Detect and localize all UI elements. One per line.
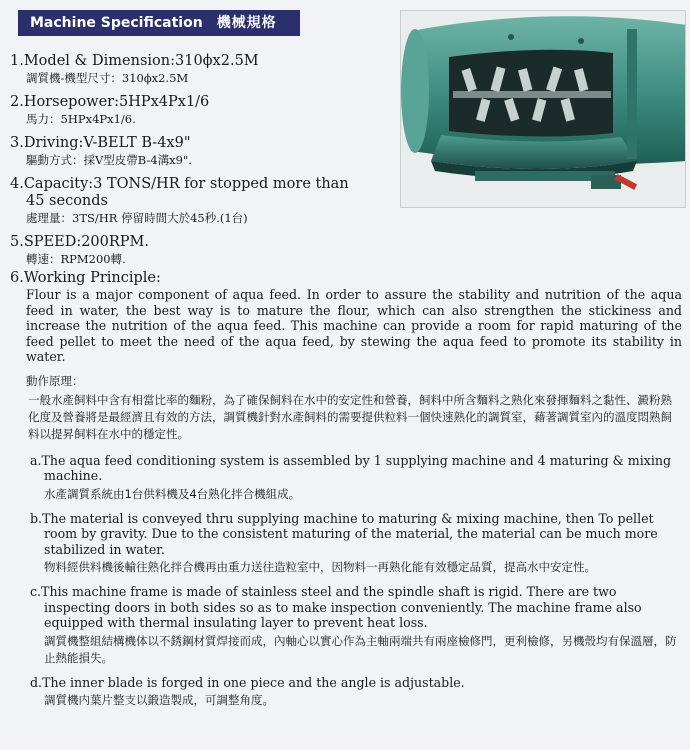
- section-title-zh: 機械規格: [216, 15, 277, 31]
- spec-speed-zh: 轉速：RPM200轉.: [26, 252, 126, 266]
- principle-item-a: [30, 453, 682, 503]
- spec-horsepower-zh: 馬力：5HPx4Px1/6.: [26, 112, 136, 126]
- machine-illustration-icon: [401, 11, 686, 208]
- principle-item-c: [30, 584, 682, 667]
- principle-item-b: [30, 511, 682, 577]
- working-principle-heading-zh: 動作原理：: [26, 373, 84, 388]
- spec-item-speed: [10, 233, 390, 267]
- spec-driving-en: 3.Driving:V-BELT B-4x9": [10, 135, 191, 151]
- spec-item-model: [10, 52, 390, 86]
- principle-item-d-zh: 調質機内葉片整支以鍛造製成，可調整角度。: [44, 693, 274, 707]
- spec-item-capacity: [10, 175, 390, 226]
- principle-item-d: [30, 675, 682, 710]
- principle-item-b-zh: 物料經供料機後輸往熟化拌合機再由重力送往造粒室中，因物料一再熟化能有效穩定品質，提高水中安定性。: [44, 560, 596, 574]
- spec-speed-en: 5.SPEED:200RPM.: [10, 234, 150, 250]
- spec-horsepower-en: 2.Horsepower:5HPx4Px1/6: [10, 94, 210, 110]
- machine-photo: [400, 10, 686, 208]
- working-principle-heading: 6.Working Principle:: [10, 270, 161, 286]
- spec-model-zh: 調質機-機型尺寸：310ϕx2.5M: [26, 71, 189, 85]
- spec-driving-zh: 驅動方式：採V型皮帶B-4溝x9".: [26, 153, 192, 167]
- spec-item-driving: [10, 134, 390, 168]
- spec-capacity-en: 4.Capacity:3 TONS/HR for stopped more than: [10, 176, 349, 192]
- principle-item-a-zh: 水產調質系統由1台供料機及4台熟化拌合機組成。: [44, 486, 301, 501]
- principle-item-a-en: a.The aqua feed conditioning system is assembled by 1 supplying machine and 4 maturing & mixing machine.: [30, 452, 672, 483]
- principle-item-c-en: c.This machine frame is made of stainless steel and the spindle shaft is rigid. There are two inspecting doors in both sides so as to make inspection conveniently. The machine frame also equipped with thermal insulating layer to prevent heat loss.: [30, 584, 642, 630]
- principle-item-d-en: d.The inner blade is forged in one piece and the angle is adjustable.: [30, 674, 465, 690]
- specification-list: [10, 52, 390, 274]
- spec-model-en: 1.Model & Dimension:310ϕx2.5M: [10, 53, 259, 69]
- spec-capacity-en-continued: 45 seconds: [26, 193, 108, 209]
- principle-item-b-en: b.The material is conveyed thru supplying machine to maturing & mixing machine, then To pellet room by gravity. Due to the consistent maturing of the material, the material can be much more stabilized in water.: [30, 510, 658, 557]
- spec-capacity-zh: 處理量：3TS/HR 停留時間大於45秒.(1台): [26, 211, 248, 225]
- working-principle-paragraph-en: Flour is a major component of aqua feed. In order to assure the stability and nutrition of the aqua feed in water, the best way is to mature the flour, which can also strengthen the stickiness and increase the nutrition of the aqua feed. This machine can provide a room for rapid maturing of the feed pellet to meet the need of the aqua feed, by stewing the aqua feed to promote its stability in water.: [26, 287, 682, 364]
- working-principle-paragraph-zh: 一般水產飼料中含有相當比率的麵粉，為了確保飼料在水中的安定性和營養，飼料中所含麵料之熟化來發揮麵料之黏性、澱粉熟化度及營養將是最經濟且有效的方法，調質機針對水產飼料的需要提供粒料一個快速熟化的調質室，藉著調質室內的溫度悶熟飼料以提昇飼料在水中的穩定性。: [28, 392, 672, 441]
- principle-item-list: [10, 453, 682, 710]
- spec-item-horsepower: [10, 93, 390, 127]
- section-header: [18, 10, 300, 36]
- working-principle-section: [10, 269, 682, 717]
- principle-item-c-zh: 調質機整組結構機体以不銹鋼材質焊接而成，內軸心以實心作為主軸兩端共有兩座檢修門，更利檢修，另機殼均有保溫層，防止熱能損失。: [44, 633, 677, 665]
- section-title-en: Machine Specification: [30, 15, 203, 31]
